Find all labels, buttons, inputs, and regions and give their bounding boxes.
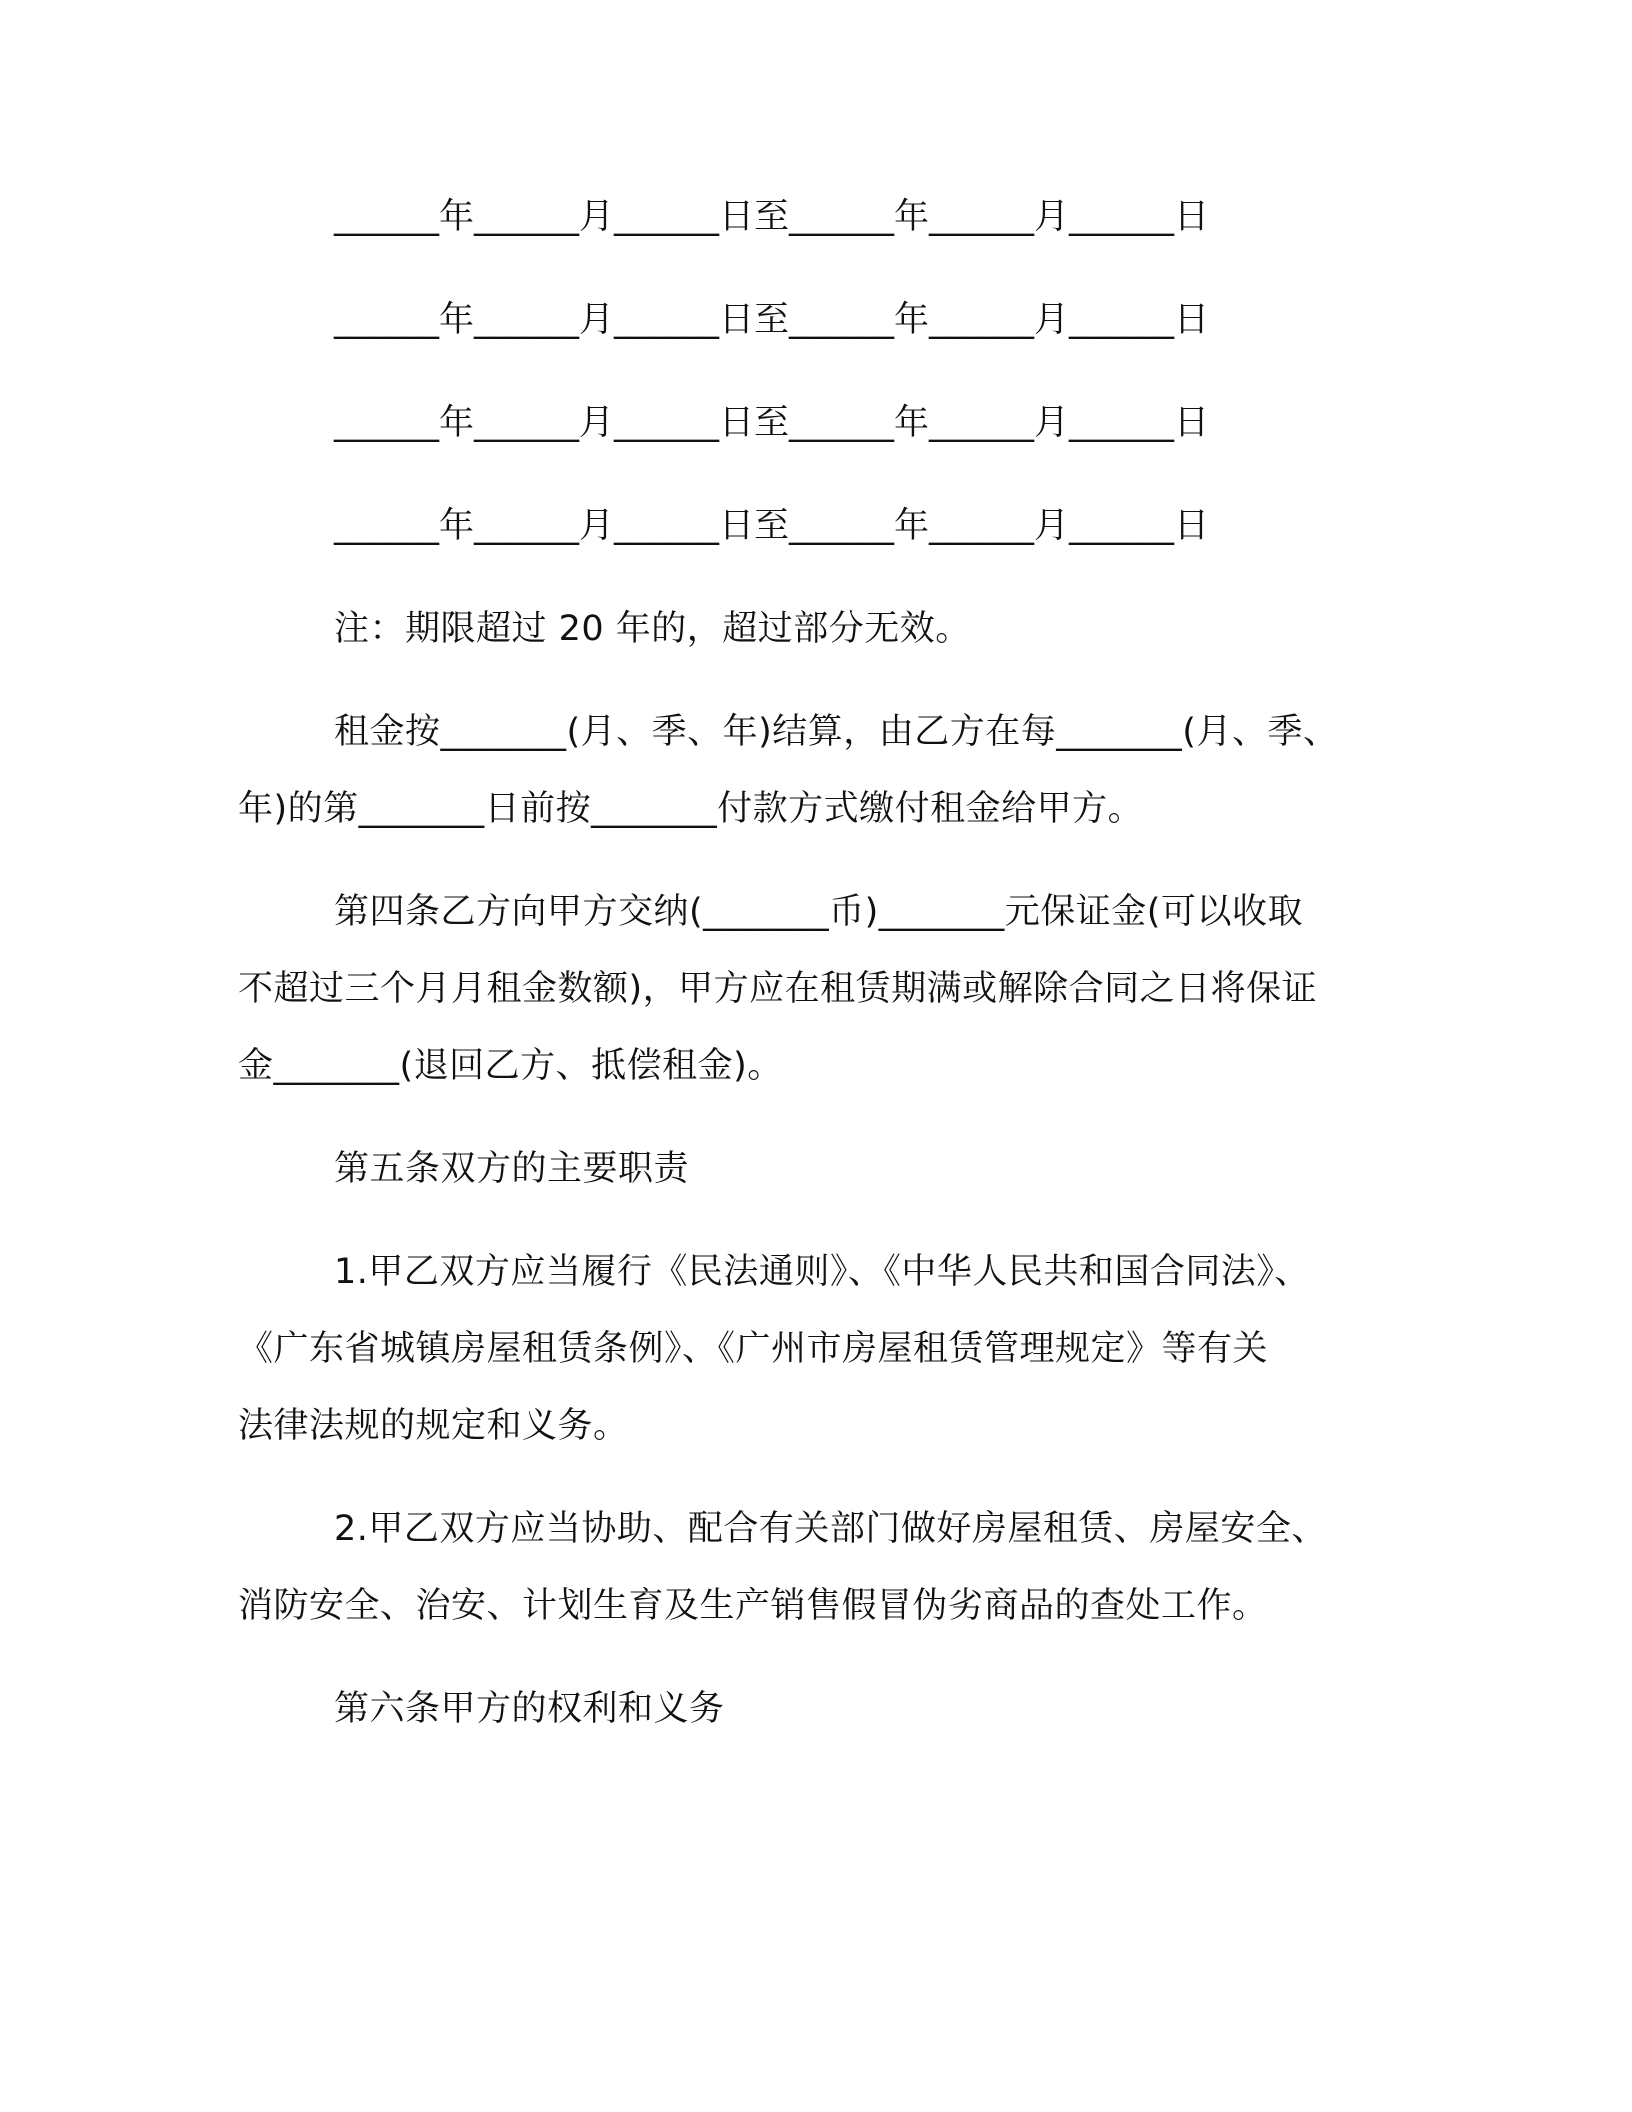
article-5-item-1-line-1: 1.甲乙双方应当履行《民法通则》、《中华人民共和国合同法》、 [334,1252,1310,1292]
article-6-heading: 第六条甲方的权利和义务 [334,1689,725,1729]
rent-clause-line-2: 年)的第_______日前按_______付款方式缴付租金给甲方。 [238,789,1144,829]
article-5-item-1-line-3: 法律法规的规定和义务。 [238,1406,629,1446]
article-4-line-2: 不超过三个月月租金数额)，甲方应在租赁期满或解除合同之日将保证 [238,969,1318,1009]
article-5-heading: 第五条双方的主要职责 [334,1149,690,1189]
rent-clause-line-1: 租金按_______(月、季、年)结算，由乙方在每_______(月、季、 [334,712,1339,752]
date-range-row-1: ______年______月______日至______年______月______日 [334,197,1210,237]
article-4-line-3: 金_______(退回乙方、抵偿租金)。 [238,1046,783,1086]
article-4-line-1: 第四条乙方向甲方交纳(_______币)_______元保证金(可以收取 [334,892,1303,932]
article-5-item-2-line-1: 2.甲乙双方应当协助、配合有关部门做好房屋租赁、房屋安全、 [334,1509,1327,1549]
article-5-item-2-line-2: 消防安全、治安、计划生育及生产销售假冒伪劣商品的查处工作。 [238,1586,1268,1626]
date-range-row-2: ______年______月______日至______年______月______日 [334,300,1210,340]
term-limit-note: 注：期限超过 20 年的，超过部分无效。 [334,609,971,649]
date-range-row-4: ______年______月______日至______年______月______日 [334,506,1210,546]
article-5-item-1-line-2: 《广东省城镇房屋租赁条例》、《广州市房屋租赁管理规定》等有关 [238,1329,1269,1369]
date-range-row-3: ______年______月______日至______年______月______日 [334,403,1210,443]
